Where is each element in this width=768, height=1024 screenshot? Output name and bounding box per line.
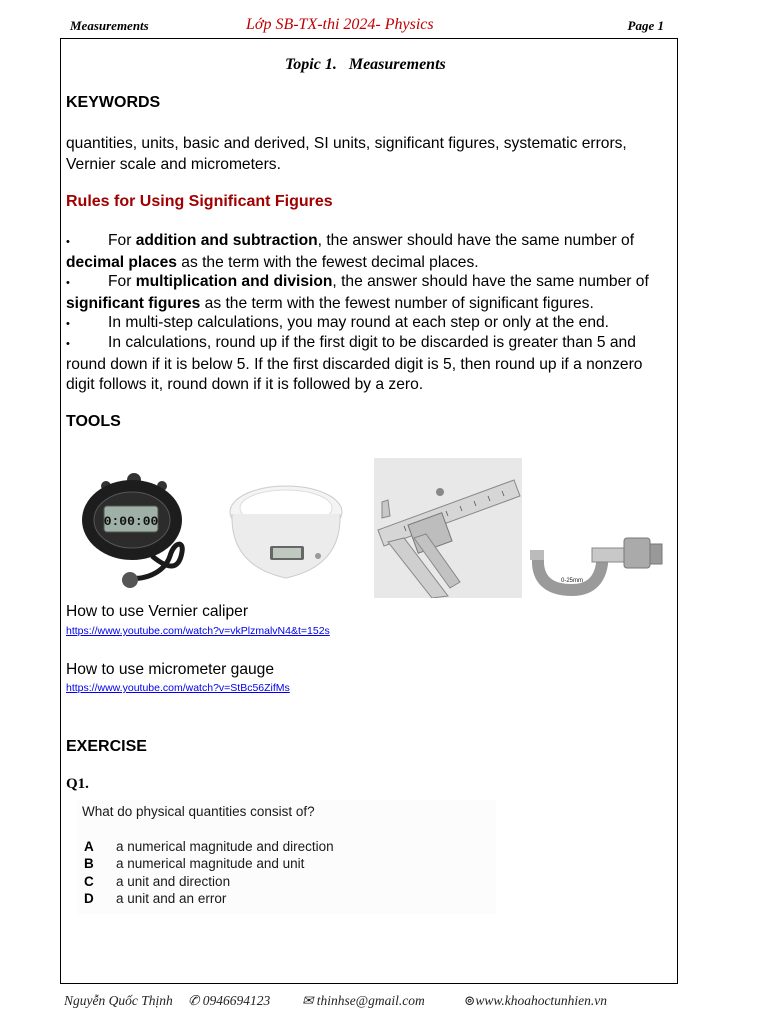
question-number: Q1. (66, 776, 89, 792)
keywords-heading: KEYWORDS (66, 94, 161, 111)
footer-author: Nguyễn Quốc Thịnh (64, 993, 173, 1008)
option-a: A a numerical magnitude and direction (84, 839, 334, 854)
bullet-icon: • (66, 277, 70, 289)
topic-title: Topic 1. Measurements (285, 56, 446, 73)
kitchen-scale-image (224, 474, 348, 590)
header-course-title: Lớp SB-TX-thi 2024- Physics (246, 16, 434, 33)
footer-email: ✉ thinhse@gmail.com (302, 993, 425, 1008)
rule-1: • For addition and subtraction, the answer should have the same number of decimal places as the term with the fewest decimal places. (66, 232, 635, 271)
vernier-video-link[interactable]: https://www.youtube.com/watch?v=vkPlzmalvN4&t=152s (66, 625, 330, 637)
footer-phone: ✆ 0946694123 (188, 993, 271, 1008)
keywords-line-1: quantities, units, basic and derived, SI units, significant figures, systematic errors, (66, 135, 627, 152)
option-d: D a unit and an error (84, 891, 227, 906)
question-text: What do physical quantities consist of? (82, 804, 315, 819)
micrometer-image (528, 520, 664, 596)
keywords-line-2: Vernier scale and micrometers. (66, 156, 281, 173)
tools-heading: TOOLS (66, 413, 121, 430)
globe-icon: ⊚ (464, 993, 476, 1008)
question-box (78, 800, 496, 914)
rule-4: • In calculations, round up if the first digit to be discarded is greater than 5 and round down if it is below 5. If the first discarded digit is 5, then round up if a nonzero digit follows it, round down if it is followed by a zero. (66, 334, 643, 394)
footer-website: ⊚www.khoahoctunhien.vn (464, 993, 608, 1008)
stopwatch-image (74, 470, 194, 598)
rule-2: • For multiplication and division, the answer should have the same number of significant figures as the term with the fewest number of significant figures. (66, 273, 649, 312)
page-header (70, 16, 664, 38)
option-c: C a unit and direction (84, 874, 231, 889)
rules-heading: Rules for Using Significant Figures (66, 193, 333, 210)
header-page-number: Page 1 (627, 18, 664, 33)
header-section-title: Measurements (70, 18, 149, 33)
bullet-icon: • (66, 236, 70, 248)
rule-3: • In multi-step calculations, you may round at each step or only at the end. (66, 313, 676, 335)
vernier-video-label: How to use Vernier caliper (66, 603, 249, 620)
bullet-icon: • (66, 338, 70, 350)
micrometer-video-label: How to use micrometer gauge (66, 661, 275, 678)
exercise-heading: EXERCISE (66, 738, 147, 755)
phone-icon: ✆ (188, 993, 200, 1008)
micrometer-label: 0-25mm (560, 578, 584, 584)
bullet-icon: • (66, 318, 70, 330)
micrometer-video-link[interactable]: https://www.youtube.com/watch?v=StBc56ZifMs (66, 682, 290, 694)
envelope-icon: ✉ (302, 993, 314, 1008)
option-b: B a numerical magnitude and unit (84, 856, 305, 871)
stopwatch-display: 0:00:00 (103, 514, 159, 529)
vernier-caliper-image (374, 458, 522, 598)
